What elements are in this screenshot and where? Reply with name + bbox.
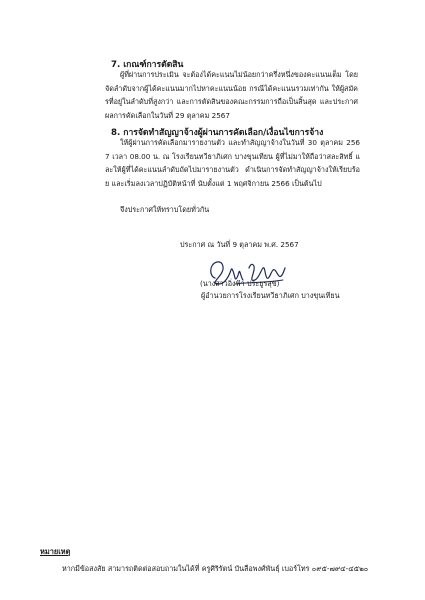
- signature-stroke-2: [249, 264, 285, 280]
- section-7-body: ผู้ที่ผ่านการประเมิน จะต้องได้คะแนนไม่น้อยกว่าครึ่งหนึ่งของคะแนนเต็ม โดยจัดลำดับจากผู้ได้คะแนนมากไปหาคะแนนน้อย กรณีได้คะแนนรวมเท่ากัน ให้ผู้สมัครที่อยู่ในลำดับที่สูงกว่า และการตัดสินของคณะกรรมการถือเป็นสิ้นสุด และประกาศผลการคัดเลือกในวันที่ 29 ตุลาคม 2567: [105, 70, 358, 120]
- section-8-body: ให้ผู้ผ่านการคัดเลือกมารายงานตัว และทำสัญญาจ้างในวันที่ 30 ตุลาคม 2567 เวลา 08.00 น. ณ โรงเรียนทวีธาภิเศก บางขุนเทียน ผู้ที่ไม่มาให้ถือว่าสละสิทธิ์ และให้ผู้ที่ได้คะแนนลำดับถัดไปมารายงานตัว ดำเนินการจัดทำสัญญาจ้างให้เรียบร้อย และเริ่มลงเวลาปฏิบัติหน้าที่ นับตั้งแต่ 1 พฤศจิกายน 2566 เป็นต้นไป: [105, 138, 360, 188]
- signer-name: (นางสาวอิ่งฟ้า ประยูรสุข): [200, 279, 280, 288]
- section-7-heading: 7. เกณฑ์การตัดสิน: [111, 60, 184, 70]
- note-text: หากมีข้อสงสัย สามารถติดต่อสอบถามในได้ที่ ครูศิริรัตน์ บันลือพงศ์พันธุ์ เบอร์โทร ๐๙๕-๗๙๔-๔๕๒๐: [62, 564, 369, 573]
- announce-date: ประกาศ ณ วันที่ 9 ตุลาคม พ.ศ. 2567: [180, 240, 299, 249]
- signer-position: ผู้อำนวยการโรงเรียนทวีธาภิเศก บางขุนเทียน: [201, 291, 340, 300]
- note-title: หมายเหตุ: [40, 547, 71, 556]
- closing-statement: จึงประกาศให้ทราบโดยทั่วกัน: [120, 205, 210, 214]
- section-8-heading: 8. การจัดทำสัญญาจ้างผู้ผ่านการคัดเลือก/เงื่อนไขการจ้าง: [111, 128, 324, 138]
